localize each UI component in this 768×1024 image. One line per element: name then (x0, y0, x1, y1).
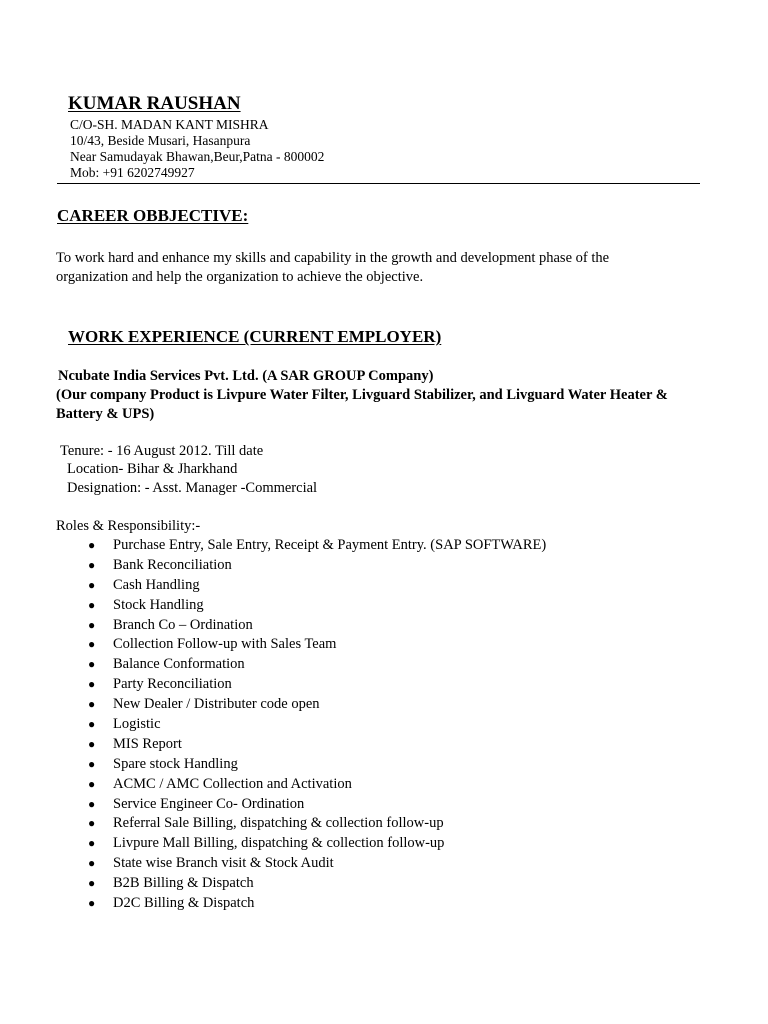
header-divider (57, 183, 700, 184)
role-text: Referral Sale Billing, dispatching & collection follow-up (113, 815, 444, 832)
role-item (86, 556, 546, 576)
bullet-icon: ● (88, 816, 96, 831)
role-text: Stock Handling (113, 596, 204, 613)
bullet-icon: ● (88, 617, 96, 632)
candidate-name: KUMAR RAUSHAN (68, 93, 241, 114)
role-text: ACMC / AMC Collection and Activation (113, 775, 352, 792)
company-products-line-1: (Our company Product is Livpure Water Filter, Livguard Stabilizer, and Livguard Water Heater & (56, 387, 668, 403)
role-item (86, 635, 546, 655)
role-item (86, 814, 546, 834)
role-text: Collection Follow-up with Sales Team (113, 636, 337, 653)
role-text: State wise Branch visit & Stock Audit (113, 855, 334, 872)
role-text: Logistic (113, 716, 161, 733)
role-item (86, 596, 546, 616)
role-item (86, 755, 546, 775)
role-item (86, 675, 546, 695)
address-line-city: Near Samudayak Bhawan,Beur,Patna - 800002 (70, 149, 325, 164)
bullet-icon: ● (88, 896, 96, 911)
tenure: Tenure: - 16 August 2012. Till date (60, 443, 264, 459)
role-item (86, 854, 546, 874)
role-text: Cash Handling (113, 576, 200, 593)
bullet-icon: ● (88, 876, 96, 891)
role-item (86, 536, 546, 556)
company-products-line-2: Battery & UPS) (56, 406, 155, 422)
bullet-icon: ● (88, 717, 96, 732)
mobile-number: Mob: +91 6202749927 (70, 165, 195, 180)
location: Location- Bihar & Jharkhand (67, 461, 238, 477)
bullet-icon: ● (88, 756, 96, 771)
role-text: Purchase Entry, Sale Entry, Receipt & Payment Entry. (SAP SOFTWARE) (113, 537, 547, 553)
role-item (86, 715, 546, 735)
role-text: Branch Co – Ordination (113, 616, 253, 633)
role-item (86, 735, 546, 755)
roles-list (86, 536, 546, 914)
role-item (86, 695, 546, 715)
career-objective-line-2: organization and help the organization to achieve the objective. (56, 269, 424, 285)
company-name: Ncubate India Services Pvt. Ltd. (A SAR GROUP Company) (58, 368, 434, 384)
bullet-icon: ● (88, 577, 96, 592)
role-text: Bank Reconciliation (113, 556, 232, 573)
bullet-icon: ● (88, 736, 96, 751)
bullet-icon: ● (88, 776, 96, 791)
role-text: Party Reconciliation (113, 676, 232, 693)
bullet-icon: ● (88, 796, 96, 811)
role-text: B2B Billing & Dispatch (113, 875, 254, 892)
role-item (86, 616, 546, 636)
bullet-icon: ● (88, 657, 96, 672)
role-item (86, 874, 546, 894)
role-text: MIS Report (113, 735, 182, 752)
bullet-icon: ● (88, 538, 96, 552)
roles-heading: Roles & Responsibility:- (56, 518, 201, 534)
bullet-icon: ● (88, 637, 96, 652)
role-text: Spare stock Handling (113, 755, 238, 772)
career-objective-heading: CAREER OBBJECTIVE: (57, 206, 249, 225)
career-objective-line-1: To work hard and enhance my skills and capability in the growth and development phase of the (56, 250, 610, 266)
address-line-street: 10/43, Beside Musari, Hasanpura (70, 133, 251, 148)
role-text: D2C Billing & Dispatch (113, 895, 255, 912)
bullet-icon: ● (88, 677, 96, 692)
designation: Designation: - Asst. Manager -Commercial (67, 480, 318, 496)
bullet-icon: ● (88, 856, 96, 871)
role-item (86, 655, 546, 675)
bullet-icon: ● (88, 557, 96, 572)
work-experience-heading: WORK EXPERIENCE (CURRENT EMPLOYER) (68, 327, 442, 346)
role-item (86, 576, 546, 596)
bullet-icon: ● (88, 836, 96, 851)
bullet-icon: ● (88, 597, 96, 612)
role-item (86, 795, 546, 815)
address-line-care-of: C/O-SH. MADAN KANT MISHRA (70, 117, 269, 132)
role-text: New Dealer / Distributer code open (113, 696, 320, 713)
role-item (86, 894, 546, 914)
bullet-icon: ● (88, 697, 96, 712)
role-text: Service Engineer Co- Ordination (113, 795, 305, 812)
role-item (86, 775, 546, 795)
role-text: Livpure Mall Billing, dispatching & collection follow-up (113, 835, 445, 852)
role-item (86, 834, 546, 854)
role-text: Balance Conformation (113, 656, 245, 673)
